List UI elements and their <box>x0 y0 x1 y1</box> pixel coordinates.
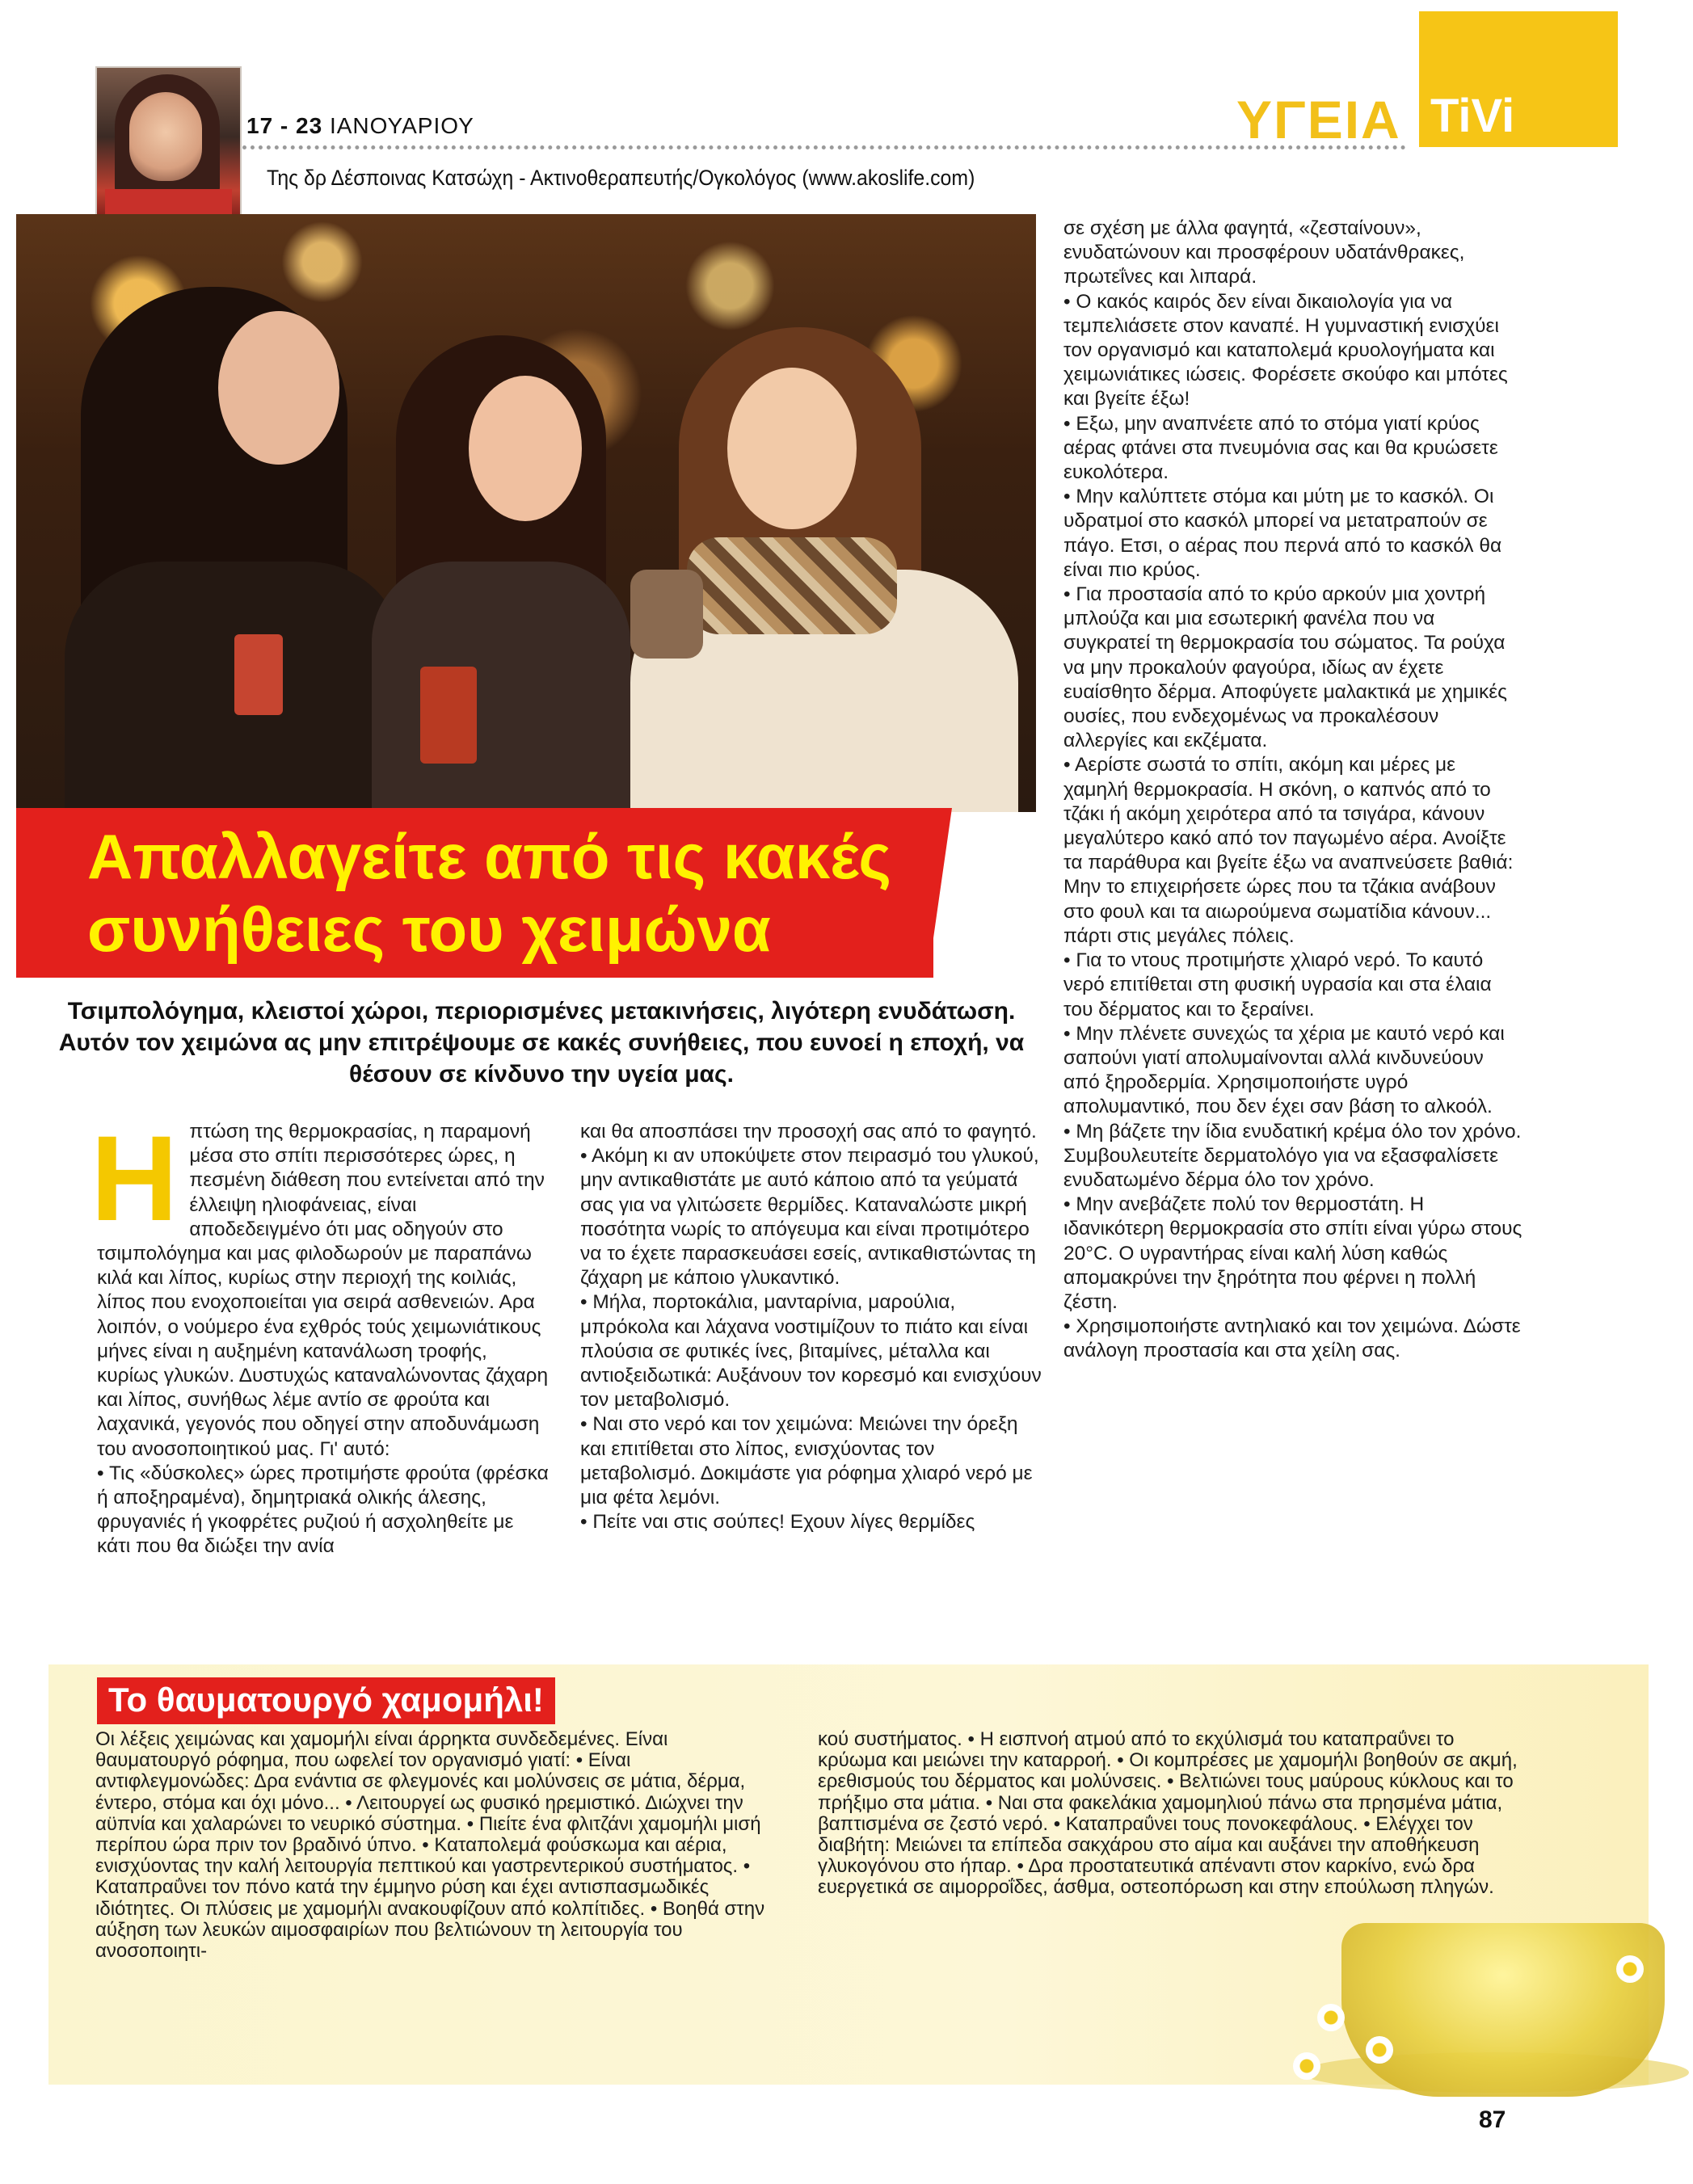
drop-cap: Η <box>91 1110 179 1246</box>
body-paragraph: • Ναι στο νερό και τον χειμώνα: Μειώνει την όρεξη και επιτίθεται στο λίπος, ενισχύοντας τον μεταβολισμό. Δοκιμάστε για ρόφημα χλιαρό νερό με μια φέτα λεμόνι. <box>580 1413 1033 1509</box>
chamomile-flower-icon <box>1616 1955 1644 1983</box>
body-paragraph: • Εξω, μην αναπνέετε από το στόμα γιατί κρύος αέρας φτάνει στα πνευμόνια σας και θα κρυώσετε ευκολότερα. <box>1063 412 1498 484</box>
brand-logo: TiVi <box>1430 90 1515 142</box>
body-column-2 <box>580 1120 1045 1534</box>
body-paragraph: • Ακόμη κι αν υποκύψετε στον πειρασμό του γλυκού, μην αντικαθιστάτε με αυτό κάποιο από τα γεύματά σας για να γλιτώσετε θερμίδες. Καταναλώστε μικρή ποσότητα νωρίς το απόγευμα και είναι προτιμότερο να το έχετε παρασκευάσει εσείς, αντικαθιστώντας τη ζάχαρη με κάποιο γλυκαντικό. <box>580 1145 1039 1290</box>
dotted-divider <box>242 145 1406 149</box>
box-text: Οι λέξεις χειμώνας και χαμομήλι είναι άρρηκτα συνδεδεμένες. Είναι θαυματουργό ρόφημα, που ωφελεί τον οργανισμό γιατί: • Είναι αντιφλεγμονώδες: Δρα ενάντια σε φλεγμονές και μολύνσεις σε μάτια, δέρμα, έντερο, στόμα και όχι μόνο... • Λειτουργεί ως φυσικό ηρεμιστικό. Διώχνει την αϋπνία και χαλαρώνει το νευρικό σύστημα. • Πιείτε ένα φλιτζάνι χαμομήλι μισή περίπου ώρα πριν τον βραδινό ύπνο. • Καταπολεμά φούσκωμα και αέρια, ενισχύοντας την καλή λειτουργία πεπτικού και γαστρεντερικού συστήματος. • Καταπραΰνει τον πόνο κατά την έμμηνο ρύση και έχει αντισπασμωδικές ιδιότητες. Οι πλύσεις με χαμομήλι ανακουφίζουν από κολπίτιδες. • Βοηθά στην αύξηση των λευκών αιμοσφαιρίων που βελτιώνουν τη λειτουργία του ανοσοποιητι- <box>95 1728 765 1963</box>
section-label: ΥΓΕΙΑ <box>1236 90 1401 149</box>
author-byline: Της δρ Δέσποινας Κατσώχη - Ακτινοθεραπευτής/Ογκολόγος (www.akoslife.com) <box>267 166 975 190</box>
body-paragraph: • Ο κακός καιρός δεν είναι δικαιολογία για να τεμπελιάσετε στον καναπέ. Η γυμναστική ενισχύει τον οργανισμό και καταπολεμά κρυολογήματα και χειμωνιάτικες ιώσεις. Φορέσετε σκούφο και μπότες και βγείτε έξω! <box>1063 290 1508 410</box>
tea-cup-image <box>1341 1923 1665 2097</box>
box-title-band <box>97 1677 555 1724</box>
author-photo <box>95 66 242 223</box>
box-column-1 <box>95 1729 774 1962</box>
chamomile-flower-icon <box>1293 2052 1320 2080</box>
chamomile-flower-icon <box>1366 2036 1393 2064</box>
chamomile-flower-icon <box>1317 2004 1345 2031</box>
body-paragraph: σε σχέση με άλλα φαγητά, «ζεσταίνουν», ενυδατώνουν και προσφέρουν υδατάνθρακες, πρωτεΐνες και λιπαρά. <box>1063 217 1465 288</box>
body-paragraph: • Χρησιμοποιήστε αντηλιακό και τον χειμώνα. Δώστε ανάλογη προστασία και στα χείλη σας. <box>1063 1315 1521 1362</box>
body-paragraph: • Πείτε ναι στις σούπες! Εχουν λίγες θερμίδες <box>580 1511 975 1534</box>
body-paragraph: • Μην ανεβάζετε πολύ τον θερμοστάτη. Η ιδανικότερη θερμοκρασία στο σπίτι είναι γύρω στους 20°C. Ο υγραντήρας είναι καλή λύση καθώς απομακρύνει την ξηρότητα που φέρνει η πολλή ζέστη. <box>1063 1193 1522 1313</box>
body-paragraph: • Μην καλύπτετε στόμα και μύτη με το κασκόλ. Οι υδρατμοί στο κασκόλ μπορεί να μετατραπούν σε πάγο. Ετσι, ο αέρας που περνά από το κασκόλ θα είναι πιο κρύος. <box>1063 486 1502 581</box>
body-paragraph: • Μην πλένετε συνεχώς τα χέρια με καυτό νερό και σαπούνι γιατί απολυμαίνονται αλλά κινδυνεύουν από ξηροδερμία. Χρησιμοποιήστε υγρό απολυμαντικό, που δεν έχει σαν βάση το αλκοόλ. <box>1063 1022 1505 1118</box>
headline-line-2: συνήθειες του χειμώνα <box>87 894 771 965</box>
body-column-3 <box>1063 217 1524 1364</box>
body-paragraph: • Για προστασία από το κρύο αρκούν μια χοντρή μπλούζα και μια εσωτερική φανέλα που να συγκρατεί τη θερμοκρασία του σώματος. Τα ρούχα να μην προκαλούν φαγούρα, ιδίως αν έχετε ευαίσθητο δέρμα. Αποφύγετε μαλακτικά με χημικές ουσίες, που ενδεχομένως να προκαλέσουν αλλεργίες και εκζέματα. <box>1063 583 1507 752</box>
body-paragraph: • Τις «δύσκολες» ώρες προτιμήστε φρούτα (φρέσκα ή αποξηραμένα), δημητριακά ολικής άλεσης, φρυγανιές ή γκοφρέτες ρυζιού ή ασχοληθείτε με κάτι που θα διώξει την ανία <box>97 1462 549 1558</box>
body-paragraph: • Μήλα, πορτοκάλια, μανταρίνια, μαρούλια, μπρόκολα και λάχανα νοστιμίζουν το πιάτο και είναι πλούσια σε φυτικές ίνες, βιταμίνες, μέταλλα και αντιοξειδωτικά: Αυξάνουν τον κορεσμό και ενισχύουν τον μεταβολισμό. <box>580 1291 1042 1412</box>
box-title: Το θαυματουργό χαμομήλι! <box>108 1681 544 1719</box>
body-paragraph: • Αερίστε σωστά το σπίτι, ακόμη και μέρες με χαμηλή θερμοκρασία. Η σκόνη, ο καπνός από το τζάκι ή ακόμη χειρότερα από τα τσιγάρα, κάνουν μεγαλύτερο κακό από τον παγωμένο αέρα. Ανοίξτε τα παράθυρα και βγείτε έξω να αναπνεύσετε βαθιά: Μην το επιχειρήσετε ώρες που τα τζάκια ανάβουν στο φουλ και τα αιωρούμενα σωματίδια κάνουν... πάρτι στις μεγάλες πόλεις. <box>1063 754 1514 947</box>
body-column-1 <box>91 1110 550 1559</box>
hero-photo <box>16 214 1036 812</box>
box-column-2 <box>818 1729 1521 1899</box>
lede-paragraph: Τσιμπολόγημα, κλειστοί χώροι, περιορισμένες μετακινήσεις, λιγότερη ενυδάτωση. Αυτόν τον χειμώνα ας μην επιτρέψουμε σε κακές συνήθειες, που ευνοεί η εποχή, να θέσουν σε κίνδυνο την υγεία μας. <box>58 998 1025 1088</box>
body-paragraph: πτώση της θερμοκρασίας, η παραμονή μέσα στο σπίτι περισσότερες ώρες, η πεσμένη διάθεση που εντείνεται από την έλλειψη ηλιοφάνειας, είναι αποδεδειγμένο ότι μας οδηγούν στο τσιμπολόγημα και μας φιλοδωρούν με παραπάνω κιλά και λίπος, κυρίως στην περιοχή της κοιλιάς, λίπος που ενοχοποιείται για σειρά ασθενειών. Αρα λοιπόν, ο νούμερο ένα εχθρός τούς χειμωνιάτικους μήνες είναι η αυξημένη κατανάλωση τροφής, κυρίως γλυκών. Δυστυχώς καταναλώνοντας ζάχαρη και λίπος, συνήθως λέμε αντίο σε φρούτα και λαχανικά, γεγονός που οδηγεί στην αποδυνάμωση του ανοσοποιητικού μας. Γι' αυτό: <box>97 1121 549 1460</box>
body-paragraph: • Για το ντους προτιμήστε χλιαρό νερό. Το καυτό νερό επιτίθεται στη φυσική υγρασία και στα έλαια του δέρματος και το ξεραίνει. <box>1063 949 1492 1020</box>
body-paragraph: • Μη βάζετε την ίδια ενυδατική κρέμα όλο τον χρόνο. Συμβουλευτείτε δερματολόγο για να εξασφαλίσετε ενυδατωμένο δέρμα όλο τον χρόνο. <box>1063 1120 1522 1191</box>
page-number: 87 <box>1479 2106 1506 2133</box>
issue-date: 17 - 23 ΙΑΝΟΥΑΡΙΟΥ <box>246 113 474 138</box>
body-paragraph: και θα αποσπάσει την προσοχή σας από το φαγητό. <box>580 1121 1037 1142</box>
headline-line-1: Απαλλαγείτε από τις κακές <box>87 821 891 892</box>
box-text: κού συστήματος. • Η εισπνοή ατμού από το εκχύλισμά του καταπραΰνει το κρύωμα και μειώνει την καταρροή. • Οι κομπρέσες με χαμομήλι βοηθούν σε ακμή, ερεθισμούς του δέρματος και μολύνσεις. • Βελτιώνει τους μαύρους κύκλους και το πρήξιμο στα μάτια. • Ναι στα φακελάκια χαμομηλιού πάνω στα πρησμένα μάτια, βαπτισμένα σε ζεστό νερό. • Καταπραΰνει τους πονοκεφάλους. • Ελέγχει τον διαβήτη: Μειώνει τα επίπεδα σακχάρου στο αίμα και αυξάνει την αποθήκευση γλυκογόνου στο ήπαρ. • Δρα προστατευτικά απέναντι στον καρκίνο, ενώ δρα ευεργετικά σε αιμορροΐδες, άσθμα, οστεοπόρωση και στην επούλωση πληγών. <box>818 1728 1518 1899</box>
